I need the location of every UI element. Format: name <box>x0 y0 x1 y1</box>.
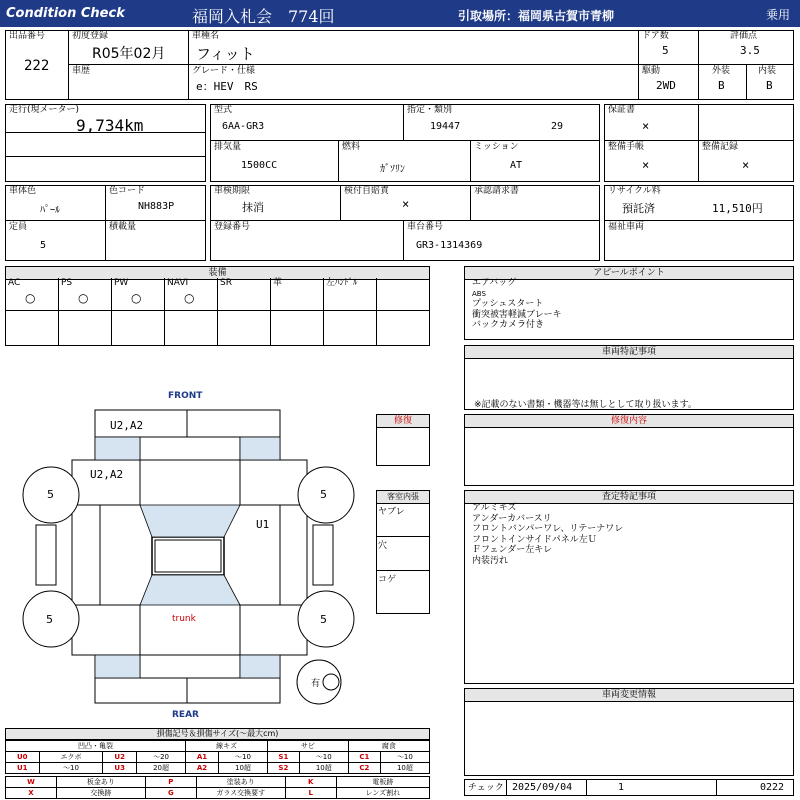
capacity-label: 定員 <box>9 222 28 232</box>
equipment-value: ○ <box>131 291 142 305</box>
score-label: 評価点 <box>730 31 758 41</box>
equipment-value: ○ <box>78 291 89 305</box>
appeal-line: ABS <box>472 289 486 298</box>
special-notes-text: ※記載のない書類・機器等は無しとして取り扱います。 <box>474 400 697 410</box>
warranty: × <box>642 119 650 133</box>
tire-front-left: 5 <box>47 488 54 501</box>
grade-label: グレード・仕様 <box>192 66 256 76</box>
assessment-line: 内装汚れ <box>472 555 509 566</box>
maint-rec: × <box>742 158 750 172</box>
repair-content-title: 修復内容 <box>465 415 793 428</box>
legend-code: U1 <box>6 763 40 774</box>
interior-grade: B <box>766 79 773 92</box>
legend-code: W <box>6 777 57 788</box>
fuel: ｶﾞｿﾘﾝ <box>380 164 405 175</box>
designation: 19447 <box>430 121 461 132</box>
legend-desc: レンズ割れ <box>336 788 429 799</box>
insurance-label: 検付自賠責 <box>344 186 390 196</box>
doors: 5 <box>662 44 669 57</box>
maint: × <box>642 158 650 172</box>
recycle-fee: 11,510円 <box>712 202 763 215</box>
chassis-no: GR3-1314369 <box>416 240 483 251</box>
pickup-location: 引取場所：福岡県古賀市青柳 <box>458 9 615 23</box>
legend-code: C2 <box>348 763 380 774</box>
equipment-item <box>165 278 218 345</box>
repair-box-label: 修復 <box>377 415 429 428</box>
damage-legend <box>5 728 430 799</box>
grade: e：HEV RS <box>196 80 258 93</box>
welfare-label: 福祉車両 <box>608 222 645 232</box>
legend-code: C1 <box>348 752 380 763</box>
legend-desc: ～20 <box>136 752 185 763</box>
first-reg-label: 初度登録 <box>72 31 109 41</box>
assessment-line: Ｆフェンダー左キレ <box>472 545 553 555</box>
inspection-label: 車検期限 <box>214 186 251 196</box>
assessment-lines <box>472 503 623 566</box>
legend-code: L <box>285 788 336 799</box>
assessment-line: アルミキズ <box>472 503 517 513</box>
legend-desc: ～10 <box>39 763 103 774</box>
legend-code: A1 <box>186 752 219 763</box>
color-label: 車体色 <box>9 186 37 196</box>
equipment-value: ○ <box>25 291 36 305</box>
warranty-label: 保証書 <box>608 105 636 115</box>
first-reg: R05年02月 <box>92 46 166 62</box>
legend-code: U2 <box>103 752 137 763</box>
legend-desc: 交換跡 <box>56 788 145 799</box>
recycle-label: リサイクル料 <box>608 186 661 196</box>
check-number: 1 <box>618 782 625 793</box>
legend-desc: 電板跡 <box>336 777 429 788</box>
check-code: 0222 <box>760 782 785 793</box>
legend-desc: ～10 <box>380 752 429 763</box>
legend-code: A2 <box>186 763 219 774</box>
equipment-label: SR <box>220 278 232 288</box>
legend-desc: エクボ <box>39 752 103 763</box>
lot-no-label: 出品番号 <box>9 31 46 41</box>
legend-code: K <box>285 777 336 788</box>
insurance: × <box>402 197 410 211</box>
displacement-label: 排気量 <box>214 142 242 152</box>
legend-group-corrosion: 腐食 <box>348 741 429 752</box>
change-info-title: 車両変更情報 <box>465 689 793 702</box>
legend-desc: 板金あり <box>56 777 145 788</box>
inspection: 抹消 <box>242 201 264 214</box>
legend-code: X <box>6 788 57 799</box>
assessment-line: フロントインサイドパネル左Ｕ <box>472 534 597 545</box>
appeal-line: エアバッグ <box>472 278 517 288</box>
appeal-lines <box>472 278 562 331</box>
equipment-item <box>59 278 112 345</box>
category: 29 <box>551 121 564 132</box>
color-code: NH883P <box>138 201 175 212</box>
cabin-burn: コゲ <box>378 575 397 585</box>
reg-no-label: 登録番号 <box>214 222 251 232</box>
legend-code: U0 <box>6 752 40 763</box>
lot-no: 222 <box>24 58 50 74</box>
legend-group-dent: 凹凸・亀裂 <box>6 741 186 752</box>
equipment-title: 装備 <box>6 267 429 280</box>
body-color: ﾊﾟｰﾙ <box>40 205 60 216</box>
recycle-status: 預託済 <box>622 202 655 215</box>
damage-right: U1 <box>256 518 270 531</box>
legend-group-scratch: 線キズ <box>186 741 268 752</box>
legend-desc: ガラス交換要す <box>196 788 285 799</box>
legend-title: 損傷記号＆損傷サイズ(～最大cm) <box>5 728 430 740</box>
appeal-line: 衝突被害軽減ブレーキ <box>472 309 562 320</box>
legend-desc: ～10 <box>299 752 348 763</box>
legend-code: S2 <box>268 763 300 774</box>
exterior-grade: B <box>718 79 725 92</box>
equipment-label: 革 <box>273 278 283 288</box>
trunk-label: trunk <box>172 614 196 624</box>
model-type: 6AA-GR3 <box>222 121 265 132</box>
header-title: Condition Check <box>6 6 125 21</box>
maint-rec-label: 整備記録 <box>702 142 739 152</box>
model-name: フィット <box>196 45 255 63</box>
legend-desc: 20超 <box>136 763 185 774</box>
spare-tire-label: 有 <box>311 679 321 689</box>
legend-group-rust: サビ <box>268 741 349 752</box>
assessment-line: フロントバンパーワレ、リテーナワレ <box>472 524 624 534</box>
history-label: 車歴 <box>72 66 91 76</box>
appeal-title: アピールポイント <box>465 267 793 280</box>
equipment-item <box>324 278 377 345</box>
legend-code: U3 <box>103 763 137 774</box>
load-label: 積載量 <box>109 222 137 232</box>
color-code-label: 色コード <box>109 186 146 196</box>
equipment-label: AC <box>8 278 21 288</box>
equipment-item <box>6 278 59 345</box>
mileage-label: 走行(現メーター) <box>9 105 80 115</box>
legend-code: P <box>145 777 196 788</box>
approval-label: 承認請求書 <box>474 186 520 196</box>
mission-label: ミッション <box>474 142 519 152</box>
auction-name: 福岡入札会 774回 <box>192 7 335 26</box>
equipment-item <box>218 278 271 345</box>
score: 3.5 <box>740 44 760 57</box>
maint-label: 整備手帳 <box>608 142 645 152</box>
equipment-label: PS <box>61 278 73 288</box>
equipment-label: 左ﾊﾝﾄﾞﾙ <box>326 278 358 288</box>
cabin-hole: 穴 <box>378 541 388 551</box>
model-label: 車種名 <box>192 31 220 41</box>
mileage: 9,734km <box>76 116 144 135</box>
doors-label: ドア数 <box>642 31 669 41</box>
assessment-line: アンダーカバースリ <box>472 513 552 524</box>
front-label: FRONT <box>168 391 203 401</box>
interior-label: 内装 <box>758 66 777 76</box>
legend-desc: 塗装あり <box>196 777 285 788</box>
type-label: 型式 <box>214 105 233 115</box>
vehicle-type: 乗用 <box>766 8 791 22</box>
exterior-label: 外装 <box>712 66 731 76</box>
tire-rear-left: 5 <box>46 613 53 626</box>
special-notes-title: 車両特記事項 <box>465 346 793 359</box>
damage-roof-front: U2,A2 <box>110 419 144 432</box>
displacement: 1500CC <box>241 160 278 171</box>
legend-code: S1 <box>268 752 300 763</box>
drive-label: 駆動 <box>642 66 661 76</box>
mission: AT <box>510 160 523 171</box>
designation-label: 指定・類別 <box>407 105 453 115</box>
appeal-line: バックカメラ付き <box>472 320 545 330</box>
drive: 2WD <box>656 79 676 92</box>
chassis-label: 車台番号 <box>407 222 444 232</box>
appeal-line: プッシュスタート <box>472 299 544 309</box>
cabin-title: 客室内張 <box>377 491 429 504</box>
check-label: チェック <box>468 783 504 793</box>
fuel-label: 燃料 <box>342 142 361 152</box>
tire-front-right: 5 <box>320 488 327 501</box>
equipment-label: PW <box>114 278 129 288</box>
check-date: 2025/09/04 <box>512 782 573 793</box>
equipment-value: ○ <box>184 291 195 305</box>
legend-desc: ～10 <box>218 752 267 763</box>
cabin-tear: ヤブレ <box>378 507 405 517</box>
damage-hood: U2,A2 <box>90 468 124 481</box>
legend-desc: 10超 <box>380 763 429 774</box>
equipment-item <box>112 278 165 345</box>
assessment-title: 査定特記事項 <box>465 491 793 504</box>
legend-code: G <box>145 788 196 799</box>
rear-label: REAR <box>172 710 199 720</box>
equipment-item <box>271 278 324 345</box>
legend-desc: 10超 <box>218 763 267 774</box>
capacity: 5 <box>40 240 47 251</box>
tire-rear-right: 5 <box>320 613 327 626</box>
legend-desc: 10超 <box>299 763 348 774</box>
equipment-label: NAVI <box>167 278 189 288</box>
car-diagram <box>0 385 374 725</box>
